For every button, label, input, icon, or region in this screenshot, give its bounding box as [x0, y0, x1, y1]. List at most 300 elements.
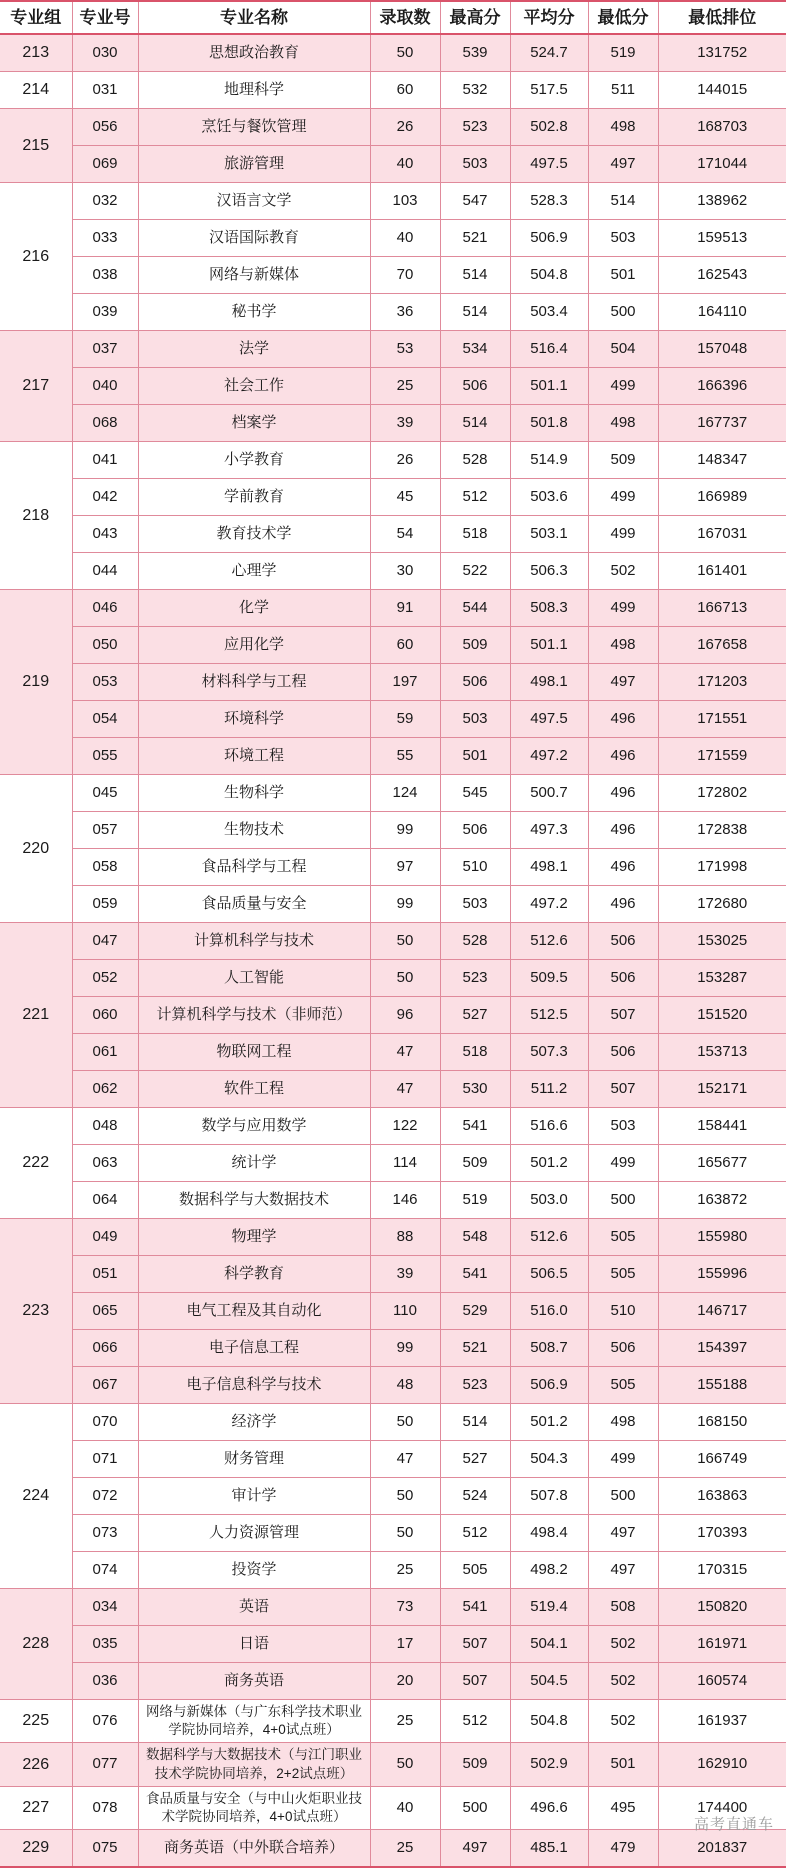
min-score-cell: 507	[588, 997, 658, 1034]
min-score-cell: 503	[588, 220, 658, 257]
major-code-cell: 048	[72, 1108, 138, 1145]
max-score-cell: 521	[440, 220, 510, 257]
min-rank-cell: 155980	[658, 1219, 786, 1256]
admitted-count-cell: 26	[370, 442, 440, 479]
major-name-cell: 烹饪与餐饮管理	[138, 109, 370, 146]
avg-score-cell: 512.6	[510, 923, 588, 960]
major-code-cell: 033	[72, 220, 138, 257]
major-code-cell: 062	[72, 1071, 138, 1108]
avg-score-cell: 497.5	[510, 146, 588, 183]
table-row	[0, 220, 786, 257]
table-row	[0, 590, 786, 627]
major-group-cell: 224	[0, 1404, 72, 1589]
major-code-cell: 049	[72, 1219, 138, 1256]
max-score-cell: 548	[440, 1219, 510, 1256]
table-row	[0, 516, 786, 553]
major-group-cell: 229	[0, 1830, 72, 1868]
max-score-cell: 530	[440, 1071, 510, 1108]
table-row	[0, 1404, 786, 1441]
table-row	[0, 1700, 786, 1743]
admitted-count-cell: 50	[370, 1515, 440, 1552]
admitted-count-cell: 45	[370, 479, 440, 516]
table-row	[0, 775, 786, 812]
min-rank-cell: 171203	[658, 664, 786, 701]
min-rank-cell: 157048	[658, 331, 786, 368]
table-row	[0, 1515, 786, 1552]
major-name-cell: 电子信息工程	[138, 1330, 370, 1367]
table-row	[0, 1478, 786, 1515]
min-score-cell: 496	[588, 738, 658, 775]
major-code-cell: 030	[72, 34, 138, 72]
avg-score-cell: 509.5	[510, 960, 588, 997]
major-code-cell: 037	[72, 331, 138, 368]
avg-score-cell: 485.1	[510, 1830, 588, 1868]
avg-score-cell: 507.3	[510, 1034, 588, 1071]
min-rank-cell: 168703	[658, 109, 786, 146]
max-score-cell: 506	[440, 368, 510, 405]
major-code-cell: 032	[72, 183, 138, 220]
major-name-cell: 数据科学与大数据技术（与江门职业技术学院协同培养，2+2试点班）	[138, 1743, 370, 1786]
min-score-cell: 496	[588, 886, 658, 923]
major-name-cell: 生物科学	[138, 775, 370, 812]
table-row	[0, 294, 786, 331]
major-group-cell: 213	[0, 34, 72, 72]
avg-score-cell: 507.8	[510, 1478, 588, 1515]
max-score-cell: 528	[440, 442, 510, 479]
table-row	[0, 1330, 786, 1367]
min-score-cell: 511	[588, 72, 658, 109]
admitted-count-cell: 25	[370, 1552, 440, 1589]
min-rank-cell: 146717	[658, 1293, 786, 1330]
min-rank-cell: 170393	[658, 1515, 786, 1552]
major-code-cell: 069	[72, 146, 138, 183]
table-row	[0, 701, 786, 738]
major-code-cell: 058	[72, 849, 138, 886]
avg-score-cell: 504.3	[510, 1441, 588, 1478]
min-score-cell: 505	[588, 1256, 658, 1293]
max-score-cell: 514	[440, 1404, 510, 1441]
admitted-count-cell: 25	[370, 368, 440, 405]
major-name-cell: 网络与新媒体	[138, 257, 370, 294]
admitted-count-cell: 110	[370, 1293, 440, 1330]
min-score-cell: 503	[588, 1108, 658, 1145]
major-name-cell: 生物技术	[138, 812, 370, 849]
min-rank-cell: 153287	[658, 960, 786, 997]
min-score-cell: 505	[588, 1367, 658, 1404]
min-rank-cell: 171044	[658, 146, 786, 183]
min-score-cell: 499	[588, 1441, 658, 1478]
major-code-cell: 064	[72, 1182, 138, 1219]
major-name-cell: 电气工程及其自动化	[138, 1293, 370, 1330]
max-score-cell: 501	[440, 738, 510, 775]
table-row	[0, 1293, 786, 1330]
table-row	[0, 1663, 786, 1700]
watermark-label: 高考直通车	[693, 1816, 774, 1834]
table-row	[0, 1441, 786, 1478]
min-rank-cell: 171551	[658, 701, 786, 738]
major-code-cell: 040	[72, 368, 138, 405]
min-score-cell: 497	[588, 146, 658, 183]
major-code-cell: 063	[72, 1145, 138, 1182]
admitted-count-cell: 55	[370, 738, 440, 775]
min-rank-cell: 162910	[658, 1743, 786, 1786]
max-score-cell: 510	[440, 849, 510, 886]
min-score-cell: 506	[588, 923, 658, 960]
major-name-cell: 科学教育	[138, 1256, 370, 1293]
min-score-cell: 514	[588, 183, 658, 220]
major-code-cell: 066	[72, 1330, 138, 1367]
max-score-cell: 512	[440, 1515, 510, 1552]
major-code-cell: 065	[72, 1293, 138, 1330]
min-rank-cell: 172802	[658, 775, 786, 812]
column-header-min-rank: 最低排位	[658, 1, 786, 34]
major-name-cell: 材料科学与工程	[138, 664, 370, 701]
table-row	[0, 627, 786, 664]
major-group-cell: 226	[0, 1743, 72, 1786]
min-rank-cell: 161401	[658, 553, 786, 590]
min-rank-cell: 172680	[658, 886, 786, 923]
avg-score-cell: 502.8	[510, 109, 588, 146]
avg-score-cell: 516.6	[510, 1108, 588, 1145]
admitted-count-cell: 114	[370, 1145, 440, 1182]
min-rank-cell: 166713	[658, 590, 786, 627]
avg-score-cell: 504.8	[510, 257, 588, 294]
major-name-cell: 食品质量与安全	[138, 886, 370, 923]
major-name-cell: 化学	[138, 590, 370, 627]
major-name-cell: 人力资源管理	[138, 1515, 370, 1552]
major-code-cell: 042	[72, 479, 138, 516]
max-score-cell: 506	[440, 812, 510, 849]
min-score-cell: 506	[588, 1034, 658, 1071]
major-name-cell: 计算机科学与技术（非师范）	[138, 997, 370, 1034]
admitted-count-cell: 48	[370, 1367, 440, 1404]
min-score-cell: 507	[588, 1071, 658, 1108]
major-code-cell: 034	[72, 1589, 138, 1626]
max-score-cell: 514	[440, 405, 510, 442]
admitted-count-cell: 97	[370, 849, 440, 886]
admitted-count-cell: 103	[370, 183, 440, 220]
major-name-cell: 食品质量与安全（与中山火炬职业技术学院协同培养，4+0试点班）	[138, 1786, 370, 1829]
max-score-cell: 503	[440, 886, 510, 923]
max-score-cell: 497	[440, 1830, 510, 1868]
admitted-count-cell: 39	[370, 405, 440, 442]
max-score-cell: 527	[440, 1441, 510, 1478]
min-rank-cell: 166396	[658, 368, 786, 405]
max-score-cell: 541	[440, 1589, 510, 1626]
avg-score-cell: 511.2	[510, 1071, 588, 1108]
table-row	[0, 368, 786, 405]
min-rank-cell: 172838	[658, 812, 786, 849]
major-name-cell: 小学教育	[138, 442, 370, 479]
major-code-cell: 038	[72, 257, 138, 294]
major-code-cell: 039	[72, 294, 138, 331]
avg-score-cell: 506.3	[510, 553, 588, 590]
avg-score-cell: 498.4	[510, 1515, 588, 1552]
min-score-cell: 498	[588, 405, 658, 442]
column-header-avg-score: 平均分	[510, 1, 588, 34]
max-score-cell: 522	[440, 553, 510, 590]
admitted-count-cell: 73	[370, 1589, 440, 1626]
min-rank-cell: 167737	[658, 405, 786, 442]
major-group-cell: 225	[0, 1700, 72, 1743]
min-rank-cell: 171559	[658, 738, 786, 775]
major-name-cell: 日语	[138, 1626, 370, 1663]
min-score-cell: 500	[588, 1182, 658, 1219]
major-code-cell: 043	[72, 516, 138, 553]
major-code-cell: 067	[72, 1367, 138, 1404]
table-row	[0, 1219, 786, 1256]
table-row	[0, 738, 786, 775]
min-rank-cell: 152171	[658, 1071, 786, 1108]
table-row	[0, 1034, 786, 1071]
major-name-cell: 心理学	[138, 553, 370, 590]
admitted-count-cell: 91	[370, 590, 440, 627]
major-name-cell: 商务英语（中外联合培养）	[138, 1830, 370, 1868]
major-code-cell: 052	[72, 960, 138, 997]
major-code-cell: 059	[72, 886, 138, 923]
min-rank-cell: 164110	[658, 294, 786, 331]
major-group-cell: 228	[0, 1589, 72, 1700]
table-row	[0, 183, 786, 220]
major-name-cell: 电子信息科学与技术	[138, 1367, 370, 1404]
min-score-cell: 504	[588, 331, 658, 368]
avg-score-cell: 506.9	[510, 1367, 588, 1404]
admitted-count-cell: 36	[370, 294, 440, 331]
table-row	[0, 442, 786, 479]
max-score-cell: 521	[440, 1330, 510, 1367]
avg-score-cell: 502.9	[510, 1743, 588, 1786]
major-code-cell: 035	[72, 1626, 138, 1663]
avg-score-cell: 506.5	[510, 1256, 588, 1293]
min-score-cell: 510	[588, 1293, 658, 1330]
admitted-count-cell: 20	[370, 1663, 440, 1700]
min-score-cell: 498	[588, 1404, 658, 1441]
min-score-cell: 497	[588, 664, 658, 701]
major-code-cell: 041	[72, 442, 138, 479]
min-score-cell: 479	[588, 1830, 658, 1868]
avg-score-cell: 504.8	[510, 1700, 588, 1743]
admitted-count-cell: 39	[370, 1256, 440, 1293]
min-rank-cell: 166749	[658, 1441, 786, 1478]
avg-score-cell: 498.1	[510, 849, 588, 886]
min-rank-cell: 159513	[658, 220, 786, 257]
min-score-cell: 499	[588, 590, 658, 627]
admitted-count-cell: 40	[370, 1786, 440, 1829]
max-score-cell: 528	[440, 923, 510, 960]
max-score-cell: 545	[440, 775, 510, 812]
min-rank-cell: 161971	[658, 1626, 786, 1663]
min-score-cell: 499	[588, 1145, 658, 1182]
min-rank-cell: 170315	[658, 1552, 786, 1589]
major-name-cell: 秘书学	[138, 294, 370, 331]
admitted-count-cell: 50	[370, 960, 440, 997]
max-score-cell: 529	[440, 1293, 510, 1330]
avg-score-cell: 504.5	[510, 1663, 588, 1700]
avg-score-cell: 501.8	[510, 405, 588, 442]
max-score-cell: 523	[440, 1367, 510, 1404]
admitted-count-cell: 70	[370, 257, 440, 294]
table-row	[0, 109, 786, 146]
min-score-cell: 496	[588, 775, 658, 812]
min-score-cell: 509	[588, 442, 658, 479]
major-name-cell: 人工智能	[138, 960, 370, 997]
min-rank-cell: 168150	[658, 1404, 786, 1441]
major-group-cell: 214	[0, 72, 72, 109]
major-name-cell: 环境工程	[138, 738, 370, 775]
min-score-cell: 502	[588, 553, 658, 590]
major-name-cell: 汉语言文学	[138, 183, 370, 220]
min-score-cell: 519	[588, 34, 658, 72]
table-row	[0, 960, 786, 997]
avg-score-cell: 501.2	[510, 1404, 588, 1441]
major-code-cell: 054	[72, 701, 138, 738]
table-row	[0, 1552, 786, 1589]
min-rank-cell: 166989	[658, 479, 786, 516]
table-row	[0, 34, 786, 72]
admitted-count-cell: 50	[370, 1478, 440, 1515]
avg-score-cell: 497.5	[510, 701, 588, 738]
max-score-cell: 509	[440, 627, 510, 664]
max-score-cell: 507	[440, 1663, 510, 1700]
admitted-count-cell: 99	[370, 812, 440, 849]
major-name-cell: 教育技术学	[138, 516, 370, 553]
major-code-cell: 078	[72, 1786, 138, 1829]
min-score-cell: 502	[588, 1626, 658, 1663]
table-row	[0, 553, 786, 590]
max-score-cell: 547	[440, 183, 510, 220]
admitted-count-cell: 99	[370, 1330, 440, 1367]
min-rank-cell: 131752	[658, 34, 786, 72]
min-rank-cell: 201837	[658, 1830, 786, 1868]
admitted-count-cell: 197	[370, 664, 440, 701]
min-rank-cell: 174400	[658, 1786, 786, 1829]
major-name-cell: 物联网工程	[138, 1034, 370, 1071]
min-rank-cell: 153713	[658, 1034, 786, 1071]
admitted-count-cell: 50	[370, 1743, 440, 1786]
min-score-cell: 496	[588, 701, 658, 738]
major-code-cell: 047	[72, 923, 138, 960]
major-code-cell: 050	[72, 627, 138, 664]
admitted-count-cell: 99	[370, 886, 440, 923]
admitted-count-cell: 17	[370, 1626, 440, 1663]
min-rank-cell: 158441	[658, 1108, 786, 1145]
avg-score-cell: 501.2	[510, 1145, 588, 1182]
avg-score-cell: 514.9	[510, 442, 588, 479]
admitted-count-cell: 50	[370, 923, 440, 960]
min-score-cell: 498	[588, 109, 658, 146]
major-code-cell: 044	[72, 553, 138, 590]
column-header-admitted-count: 录取数	[370, 1, 440, 34]
table-row	[0, 331, 786, 368]
avg-score-cell: 498.1	[510, 664, 588, 701]
max-score-cell: 539	[440, 34, 510, 72]
major-code-cell: 072	[72, 1478, 138, 1515]
major-name-cell: 法学	[138, 331, 370, 368]
admitted-count-cell: 30	[370, 553, 440, 590]
table-row	[0, 1786, 786, 1829]
table-row	[0, 997, 786, 1034]
min-rank-cell: 153025	[658, 923, 786, 960]
column-header-major-group: 专业组	[0, 1, 72, 34]
min-score-cell: 506	[588, 960, 658, 997]
avg-score-cell: 501.1	[510, 368, 588, 405]
major-name-cell: 数学与应用数学	[138, 1108, 370, 1145]
major-name-cell: 计算机科学与技术	[138, 923, 370, 960]
max-score-cell: 518	[440, 516, 510, 553]
min-rank-cell: 163863	[658, 1478, 786, 1515]
min-rank-cell: 138962	[658, 183, 786, 220]
min-rank-cell: 163872	[658, 1182, 786, 1219]
table-row	[0, 812, 786, 849]
column-header-min-score: 最低分	[588, 1, 658, 34]
avg-score-cell: 528.3	[510, 183, 588, 220]
major-name-cell: 统计学	[138, 1145, 370, 1182]
min-score-cell: 496	[588, 812, 658, 849]
avg-score-cell: 500.7	[510, 775, 588, 812]
major-name-cell: 财务管理	[138, 1441, 370, 1478]
avg-score-cell: 508.3	[510, 590, 588, 627]
avg-score-cell: 517.5	[510, 72, 588, 109]
major-name-cell: 软件工程	[138, 1071, 370, 1108]
table-row	[0, 664, 786, 701]
major-name-cell: 应用化学	[138, 627, 370, 664]
major-group-cell: 218	[0, 442, 72, 590]
max-score-cell: 544	[440, 590, 510, 627]
major-group-cell: 215	[0, 109, 72, 183]
min-rank-cell: 160574	[658, 1663, 786, 1700]
max-score-cell: 514	[440, 294, 510, 331]
min-score-cell: 501	[588, 257, 658, 294]
table-row	[0, 72, 786, 109]
major-name-cell: 商务英语	[138, 1663, 370, 1700]
table-row	[0, 849, 786, 886]
major-name-cell: 档案学	[138, 405, 370, 442]
min-score-cell: 502	[588, 1700, 658, 1743]
table-row	[0, 1182, 786, 1219]
admitted-count-cell: 59	[370, 701, 440, 738]
admitted-count-cell: 124	[370, 775, 440, 812]
avg-score-cell: 504.1	[510, 1626, 588, 1663]
admitted-count-cell: 47	[370, 1441, 440, 1478]
max-score-cell: 503	[440, 701, 510, 738]
major-name-cell: 食品科学与工程	[138, 849, 370, 886]
min-score-cell: 500	[588, 1478, 658, 1515]
min-rank-cell: 161937	[658, 1700, 786, 1743]
admitted-count-cell: 25	[370, 1700, 440, 1743]
max-score-cell: 509	[440, 1145, 510, 1182]
major-code-cell: 070	[72, 1404, 138, 1441]
max-score-cell: 507	[440, 1626, 510, 1663]
major-code-cell: 045	[72, 775, 138, 812]
admitted-count-cell: 25	[370, 1830, 440, 1868]
admitted-count-cell: 50	[370, 34, 440, 72]
avg-score-cell: 519.4	[510, 1589, 588, 1626]
major-code-cell: 060	[72, 997, 138, 1034]
avg-score-cell: 524.7	[510, 34, 588, 72]
table-body	[0, 34, 786, 1867]
table-row	[0, 405, 786, 442]
max-score-cell: 506	[440, 664, 510, 701]
admitted-count-cell: 146	[370, 1182, 440, 1219]
major-code-cell: 057	[72, 812, 138, 849]
major-group-cell: 219	[0, 590, 72, 775]
min-rank-cell: 171998	[658, 849, 786, 886]
major-name-cell: 网络与新媒体（与广东科学技术职业学院协同培养，4+0试点班）	[138, 1700, 370, 1743]
major-code-cell: 077	[72, 1743, 138, 1786]
max-score-cell: 541	[440, 1108, 510, 1145]
admitted-count-cell: 26	[370, 109, 440, 146]
column-header-major-code: 专业号	[72, 1, 138, 34]
